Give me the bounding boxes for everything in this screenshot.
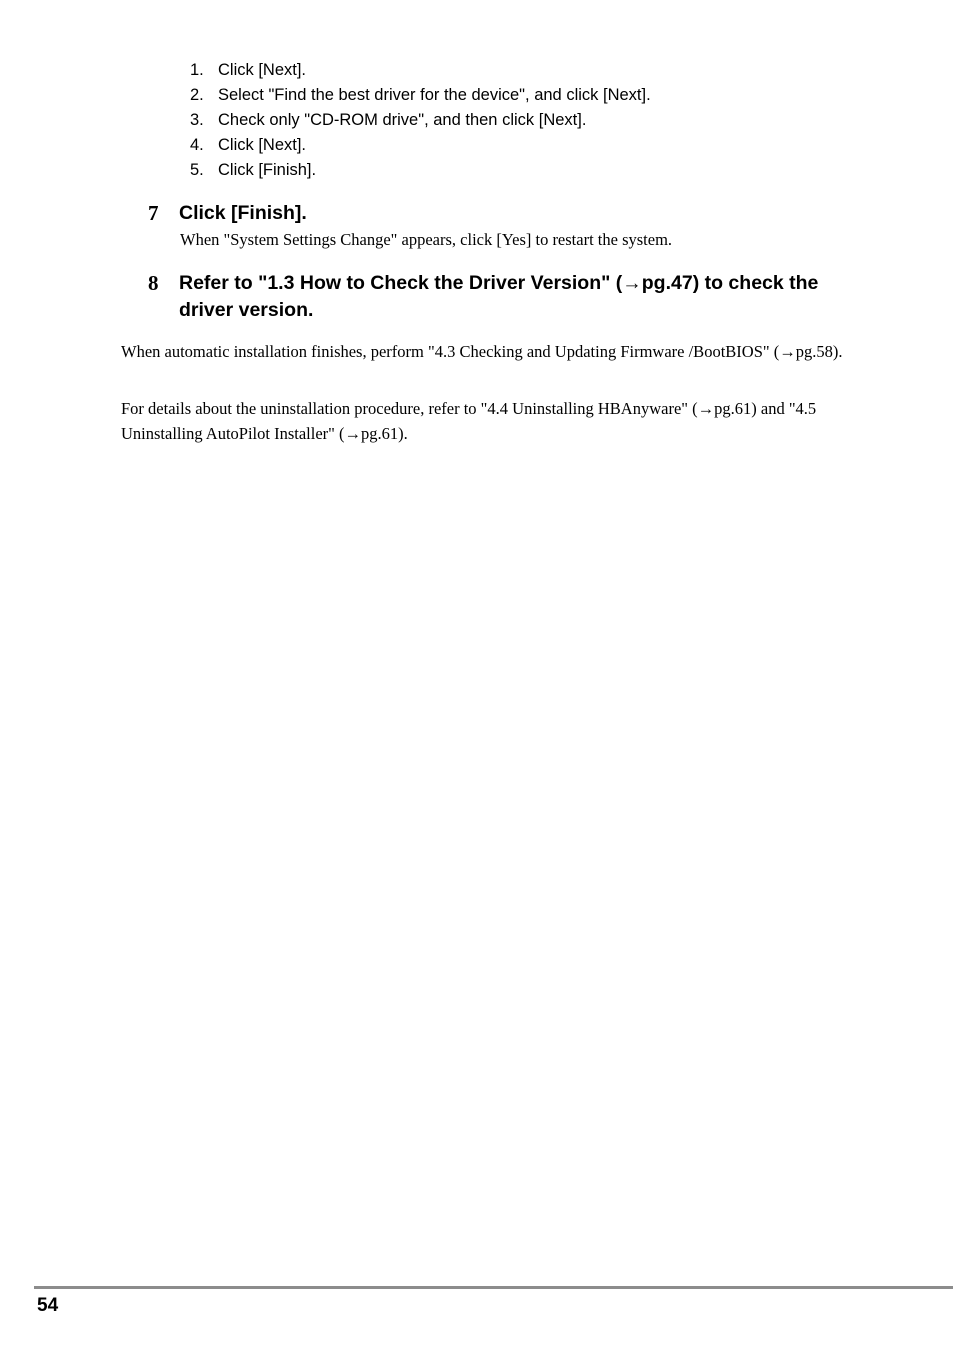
substep-number: 5. xyxy=(190,161,204,179)
substep-number: 4. xyxy=(190,136,204,154)
step-number: 7 xyxy=(148,201,159,225)
step-description: When "System Settings Change" appears, click [Yes] to restart the system. xyxy=(180,230,673,249)
substep-number: 3. xyxy=(190,111,204,129)
substep-text: Click [Next]. xyxy=(218,61,307,79)
substep-list xyxy=(190,58,651,183)
list-item xyxy=(190,158,651,183)
substep-number: 2. xyxy=(190,86,204,104)
substep-text: Select "Find the best driver for the device", and click [Next]. xyxy=(218,86,651,104)
substep-text: Check only "CD-ROM drive", and then click [Next]. xyxy=(218,111,587,129)
step-title: Click [Finish]. xyxy=(179,202,307,224)
step-title: Refer to "1.3 How to Check the Driver Version" (→pg.47) to check the driver version. xyxy=(179,272,819,321)
step-number: 8 xyxy=(148,271,159,295)
footer-divider xyxy=(34,1286,953,1289)
substep-number: 1. xyxy=(190,61,204,79)
list-item xyxy=(190,83,651,108)
paragraph-firmware-update: When automatic installation finishes, perform "4.3 Checking and Updating Firmware /BootBIOS" (→pg.58). xyxy=(121,342,843,361)
paragraph-uninstallation: For details about the uninstallation procedure, refer to "4.4 Uninstalling HBAnyware" (→pg.61) and "4.5 Uninstalling AutoPilot Installer" (→pg.61). xyxy=(121,399,817,443)
list-item xyxy=(190,108,651,133)
substep-text: Click [Finish]. xyxy=(218,161,317,179)
list-item xyxy=(190,58,651,83)
substep-text: Click [Next]. xyxy=(218,136,307,154)
list-item xyxy=(190,133,651,158)
page-number: 54 xyxy=(37,1295,59,1316)
